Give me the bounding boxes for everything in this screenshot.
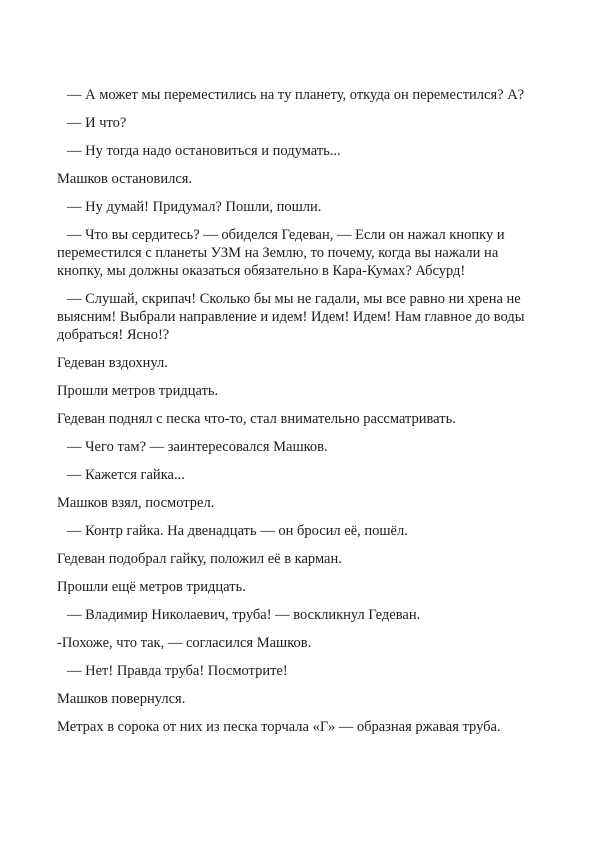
- paragraph-dialogue: — Ну тогда надо остановиться и подумать...: [67, 143, 341, 159]
- paragraph-narrative: Машков взял, посмотрел.: [57, 495, 215, 511]
- paragraph-dialogue: — Чего там? — заинтересовался Машков.: [67, 439, 328, 455]
- paragraph-narrative: Гедеван вздохнул.: [57, 355, 168, 371]
- paragraph-dialogue: — Контр гайка. На двенадцать — он бросил её, пошёл.: [67, 523, 408, 539]
- paragraph-narrative: Машков повернулся.: [57, 691, 186, 707]
- paragraph-narrative: Машков остановился.: [57, 171, 193, 187]
- paragraph-narrative: Гедеван поднял с песка что-то, стал внимательно рассматривать.: [57, 411, 456, 427]
- paragraph-dialogue: — Слушай, скрипач! Сколько бы мы не гадали, мы все равно ни хрена не выясним! Выбрали направление и идем! Идем! Идем! Нам главное до воды добраться! Ясно!?: [57, 291, 525, 343]
- paragraph-narrative: -Похоже, что так, — согласился Машков.: [57, 635, 312, 651]
- paragraph-dialogue: — Что вы сердитесь? — обиделся Гедеван, — Если он нажал кнопку и переместился с планеты УЗМ на Землю, то почему, когда вы нажали на кнопку, мы должны оказаться обязательно в Кара-Кумах? Абсурд!: [57, 227, 505, 279]
- paragraph-dialogue: — И что?: [67, 115, 127, 131]
- paragraph-narrative: Прошли метров тридцать.: [57, 383, 219, 399]
- paragraph-dialogue: — Кажется гайка...: [67, 467, 185, 483]
- paragraph-dialogue: — Ну думай! Придумал? Пошли, пошли.: [67, 199, 322, 215]
- paragraph-narrative: Метрах в сорока от них из песка торчала «Г» — образная ржавая труба.: [57, 719, 501, 735]
- paragraph-dialogue: — Нет! Правда труба! Посмотрите!: [67, 663, 288, 679]
- paragraph-dialogue: — Владимир Николаевич, труба! — воскликнул Гедеван.: [67, 607, 421, 623]
- paragraph-narrative: Прошли ещё метров тридцать.: [57, 579, 246, 595]
- paragraph-narrative: Гедеван подобрал гайку, положил её в карман.: [57, 551, 342, 567]
- paragraph-dialogue: — А может мы переместились на ту планету, откуда он переместился? А?: [67, 87, 525, 103]
